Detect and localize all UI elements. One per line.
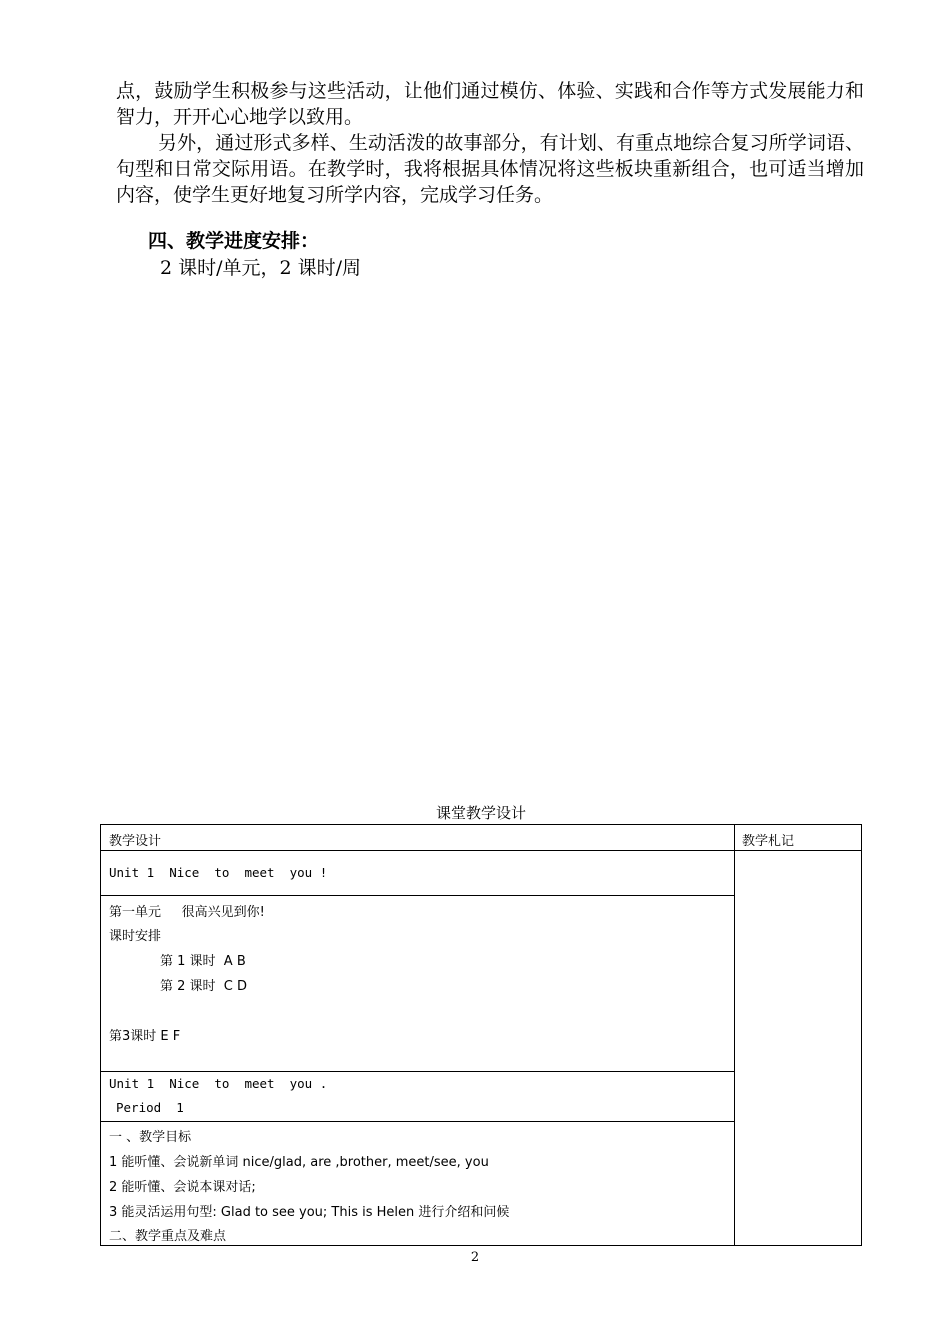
- unit-chinese-title: 第一单元 很高兴见到你!: [109, 905, 265, 920]
- period-2-line: 第 2 课时 C D: [160, 979, 248, 994]
- focus-heading: 二、教学重点及难点: [109, 1229, 227, 1244]
- schedule-label: 课时安排: [109, 929, 162, 944]
- goal-3: 3 能灵活运用句型: Glad to see you; This is Helen 进行介绍和问候: [109, 1205, 510, 1220]
- body-paragraph-2: 另外，通过形式多样、生动活泼的故事部分，有计划、有重点地综合复习所学词语、句型和日常交际用语。在教学时，我将根据具体情况将这些板块重新组合，也可适当增加内容，使学生更好地复习所学内容，完成学习任务。: [116, 132, 864, 206]
- table-title: 课堂教学设计: [435, 804, 526, 822]
- lesson-period: Period 1: [116, 1100, 184, 1115]
- schedule-text: 2 课时/单元，2 课时/周: [160, 257, 362, 279]
- row-divider: [101, 895, 734, 896]
- period-3-line: 第3课时 E F: [109, 1029, 181, 1044]
- goals-heading: 一 、教学目标: [109, 1130, 192, 1145]
- section-heading: 四、教学进度安排：: [148, 230, 320, 252]
- row-divider: [101, 850, 861, 851]
- column-divider: [734, 825, 735, 1245]
- lesson-title: Unit 1 Nice to meet you .: [109, 1076, 328, 1091]
- header-teaching-design: 教学设计: [109, 834, 162, 849]
- row-divider: [101, 1121, 734, 1122]
- goal-2: 2 能听懂、会说本课对话;: [109, 1180, 256, 1195]
- body-paragraph-1: 点，鼓励学生积极参与这些活动，让他们通过模仿、体验、实践和合作等方式发展能力和智力，开开心心地学以致用。: [116, 80, 864, 128]
- lesson-design-table: [100, 824, 862, 1246]
- period-1-line: 第 1 课时 A B: [160, 954, 246, 969]
- row-divider: [101, 1071, 734, 1072]
- unit-title: Unit 1 Nice to meet you !: [109, 865, 328, 880]
- page-number: 2: [470, 1250, 480, 1265]
- header-teaching-notes: 教学札记: [742, 834, 795, 849]
- goal-1: 1 能听懂、会说新单词 nice/glad, are ,brother, meet/see, you: [109, 1155, 489, 1170]
